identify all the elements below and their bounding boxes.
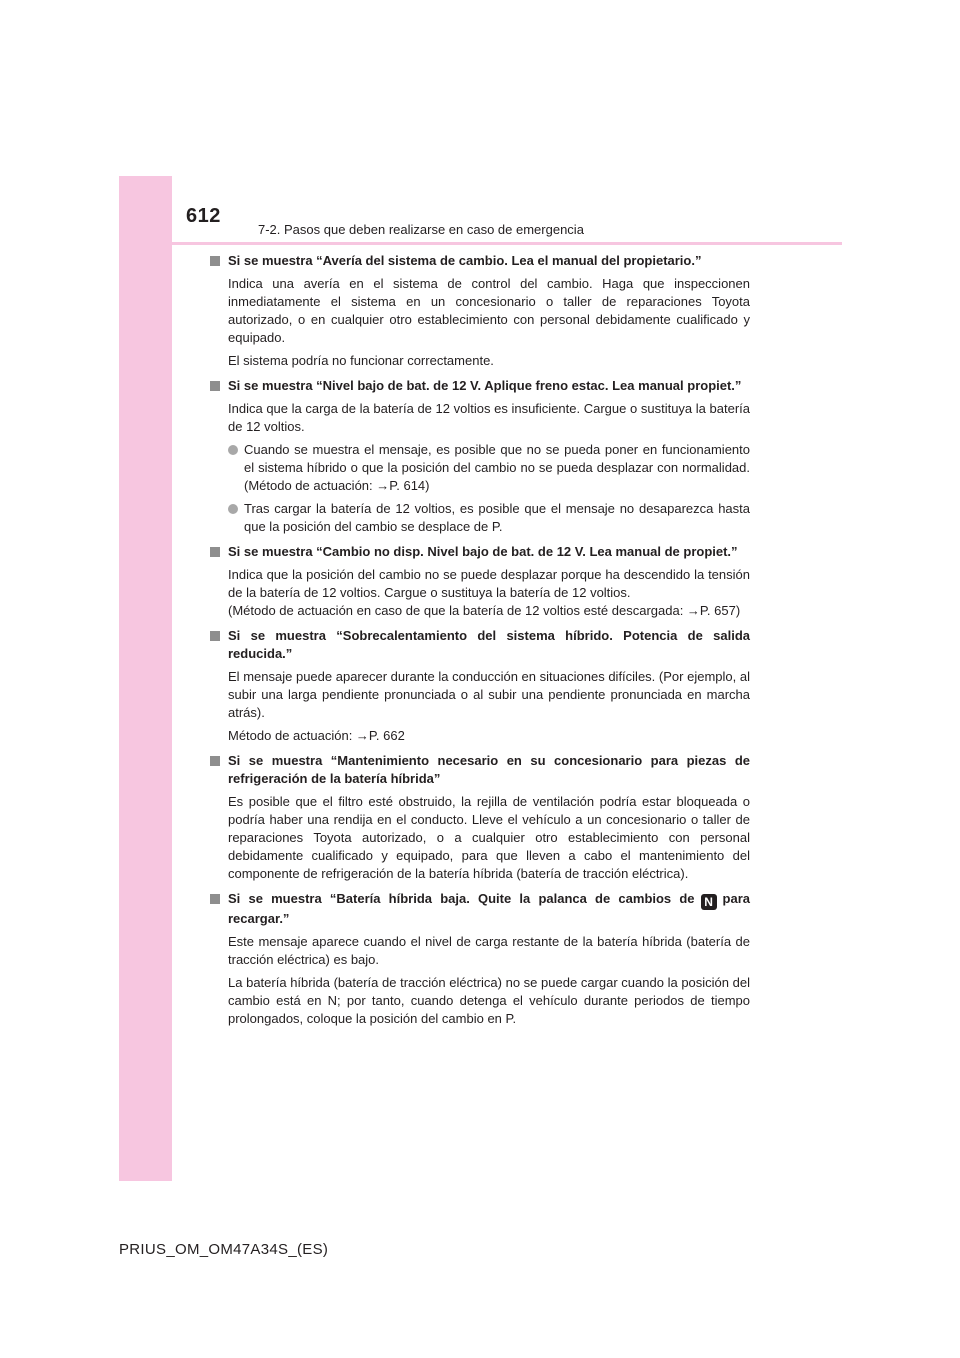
bullet-item: Tras cargar la batería de 12 voltios, es posible que el mensaje no desaparezca hasta que la posición del cambio se desplace de P. <box>210 500 750 536</box>
paragraph: Método de actuación: →P. 662 <box>228 728 405 743</box>
circle-bullet-icon <box>228 504 238 514</box>
paragraph: Indica que la posición del cambio no se puede desplazar porque ha descendido la tensión de la batería de 12 voltios. Cargue o sustituya la batería de 12 voltios. (Método de actuación en caso de que la batería de 12 voltios esté descargada: →P. 657) <box>228 567 750 618</box>
chapter-sidebar-tab <box>119 176 172 1181</box>
circle-bullet-icon <box>228 445 238 455</box>
square-bullet-icon <box>210 631 220 641</box>
square-bullet-icon <box>210 756 220 766</box>
page-number: 612 <box>186 205 221 227</box>
square-bullet-icon <box>210 547 220 557</box>
section-low-12v-battery <box>210 377 750 536</box>
bullet-item: Cuando se muestra el mensaje, es posible que no se pueda poner en funcionamiento el sistema híbrido o que la posición del cambio no se pueda desplazar con normalidad. (Método de actuación: →P. 614) <box>210 441 750 495</box>
section-hybrid-overheating <box>210 627 750 745</box>
section-hybrid-battery-low <box>210 890 750 1028</box>
page-content <box>210 252 750 1035</box>
section-heading: Si se muestra “Mantenimiento necesario en su concesionario para piezas de refrigeración de la batería híbrida” <box>210 752 750 788</box>
paragraph: Indica una avería en el sistema de control del cambio. Haga que inspeccionen inmediatamente el sistema en un concesionario o taller de reparaciones Toyota autorizado, o en cualquier otro establecimiento con personal debidamente cualificado y equipado. <box>228 276 750 345</box>
section-heading: Si se muestra “Avería del sistema de cambio. Lea el manual del propietario.” <box>210 252 750 270</box>
paragraph: El sistema podría no funcionar correctamente. <box>228 353 494 368</box>
paragraph: Este mensaje aparece cuando el nivel de carga restante de la batería híbrida (batería de tracción eléctrica) es bajo. <box>228 934 750 967</box>
section-title: 7-2. Pasos que deben realizarse en caso de emergencia <box>258 222 584 237</box>
section-shift-unavailable <box>210 543 750 620</box>
square-bullet-icon <box>210 894 220 904</box>
square-bullet-icon <box>210 381 220 391</box>
header-divider <box>172 242 842 245</box>
section-shift-system-fault <box>210 252 750 370</box>
paragraph: Indica que la carga de la batería de 12 voltios es insuficiente. Cargue o sustituya la batería de 12 voltios. <box>228 401 750 434</box>
document-code: PRIUS_OM_OM47A34S_(ES) <box>119 1241 329 1258</box>
neutral-position-icon: N <box>701 894 717 910</box>
paragraph: El mensaje puede aparecer durante la conducción en situaciones difíciles. (Por ejemplo, al subir una larga pendiente pronunciada o al subir una pendiente pronunciada en marcha atrás). <box>228 669 750 720</box>
square-bullet-icon <box>210 256 220 266</box>
section-battery-cooling-maintenance <box>210 752 750 883</box>
paragraph: Es posible que el filtro esté obstruido, la rejilla de ventilación podría estar bloqueada o podría haber una rendija en el conducto. Lleve el vehículo a un concesionario o taller de reparaciones Toyota autorizado, o a cualquier otro establecimiento con personal debidamente cualificado y equipado, para que lleven a cabo el mantenimiento del componente de refrigeración de la batería híbrida (batería de tracción eléctrica). <box>228 794 750 881</box>
section-heading: Si se muestra “Sobrecalentamiento del sistema híbrido. Potencia de salida reducida.” <box>210 627 750 663</box>
section-heading: Si se muestra “Nivel bajo de bat. de 12 V. Aplique freno estac. Lea manual propiet.” <box>210 377 750 395</box>
paragraph: La batería híbrida (batería de tracción eléctrica) no se puede cargar cuando la posición del cambio está en N; por tanto, cuando detenga el vehículo durante periodos de tiempo prolongados, coloque la posición del cambio en P. <box>228 975 750 1026</box>
section-heading: Si se muestra “Batería híbrida baja. Quite la palanca de cambios de N para recargar.” <box>210 890 750 928</box>
section-heading: Si se muestra “Cambio no disp. Nivel bajo de bat. de 12 V. Lea manual de propiet.” <box>210 543 750 561</box>
